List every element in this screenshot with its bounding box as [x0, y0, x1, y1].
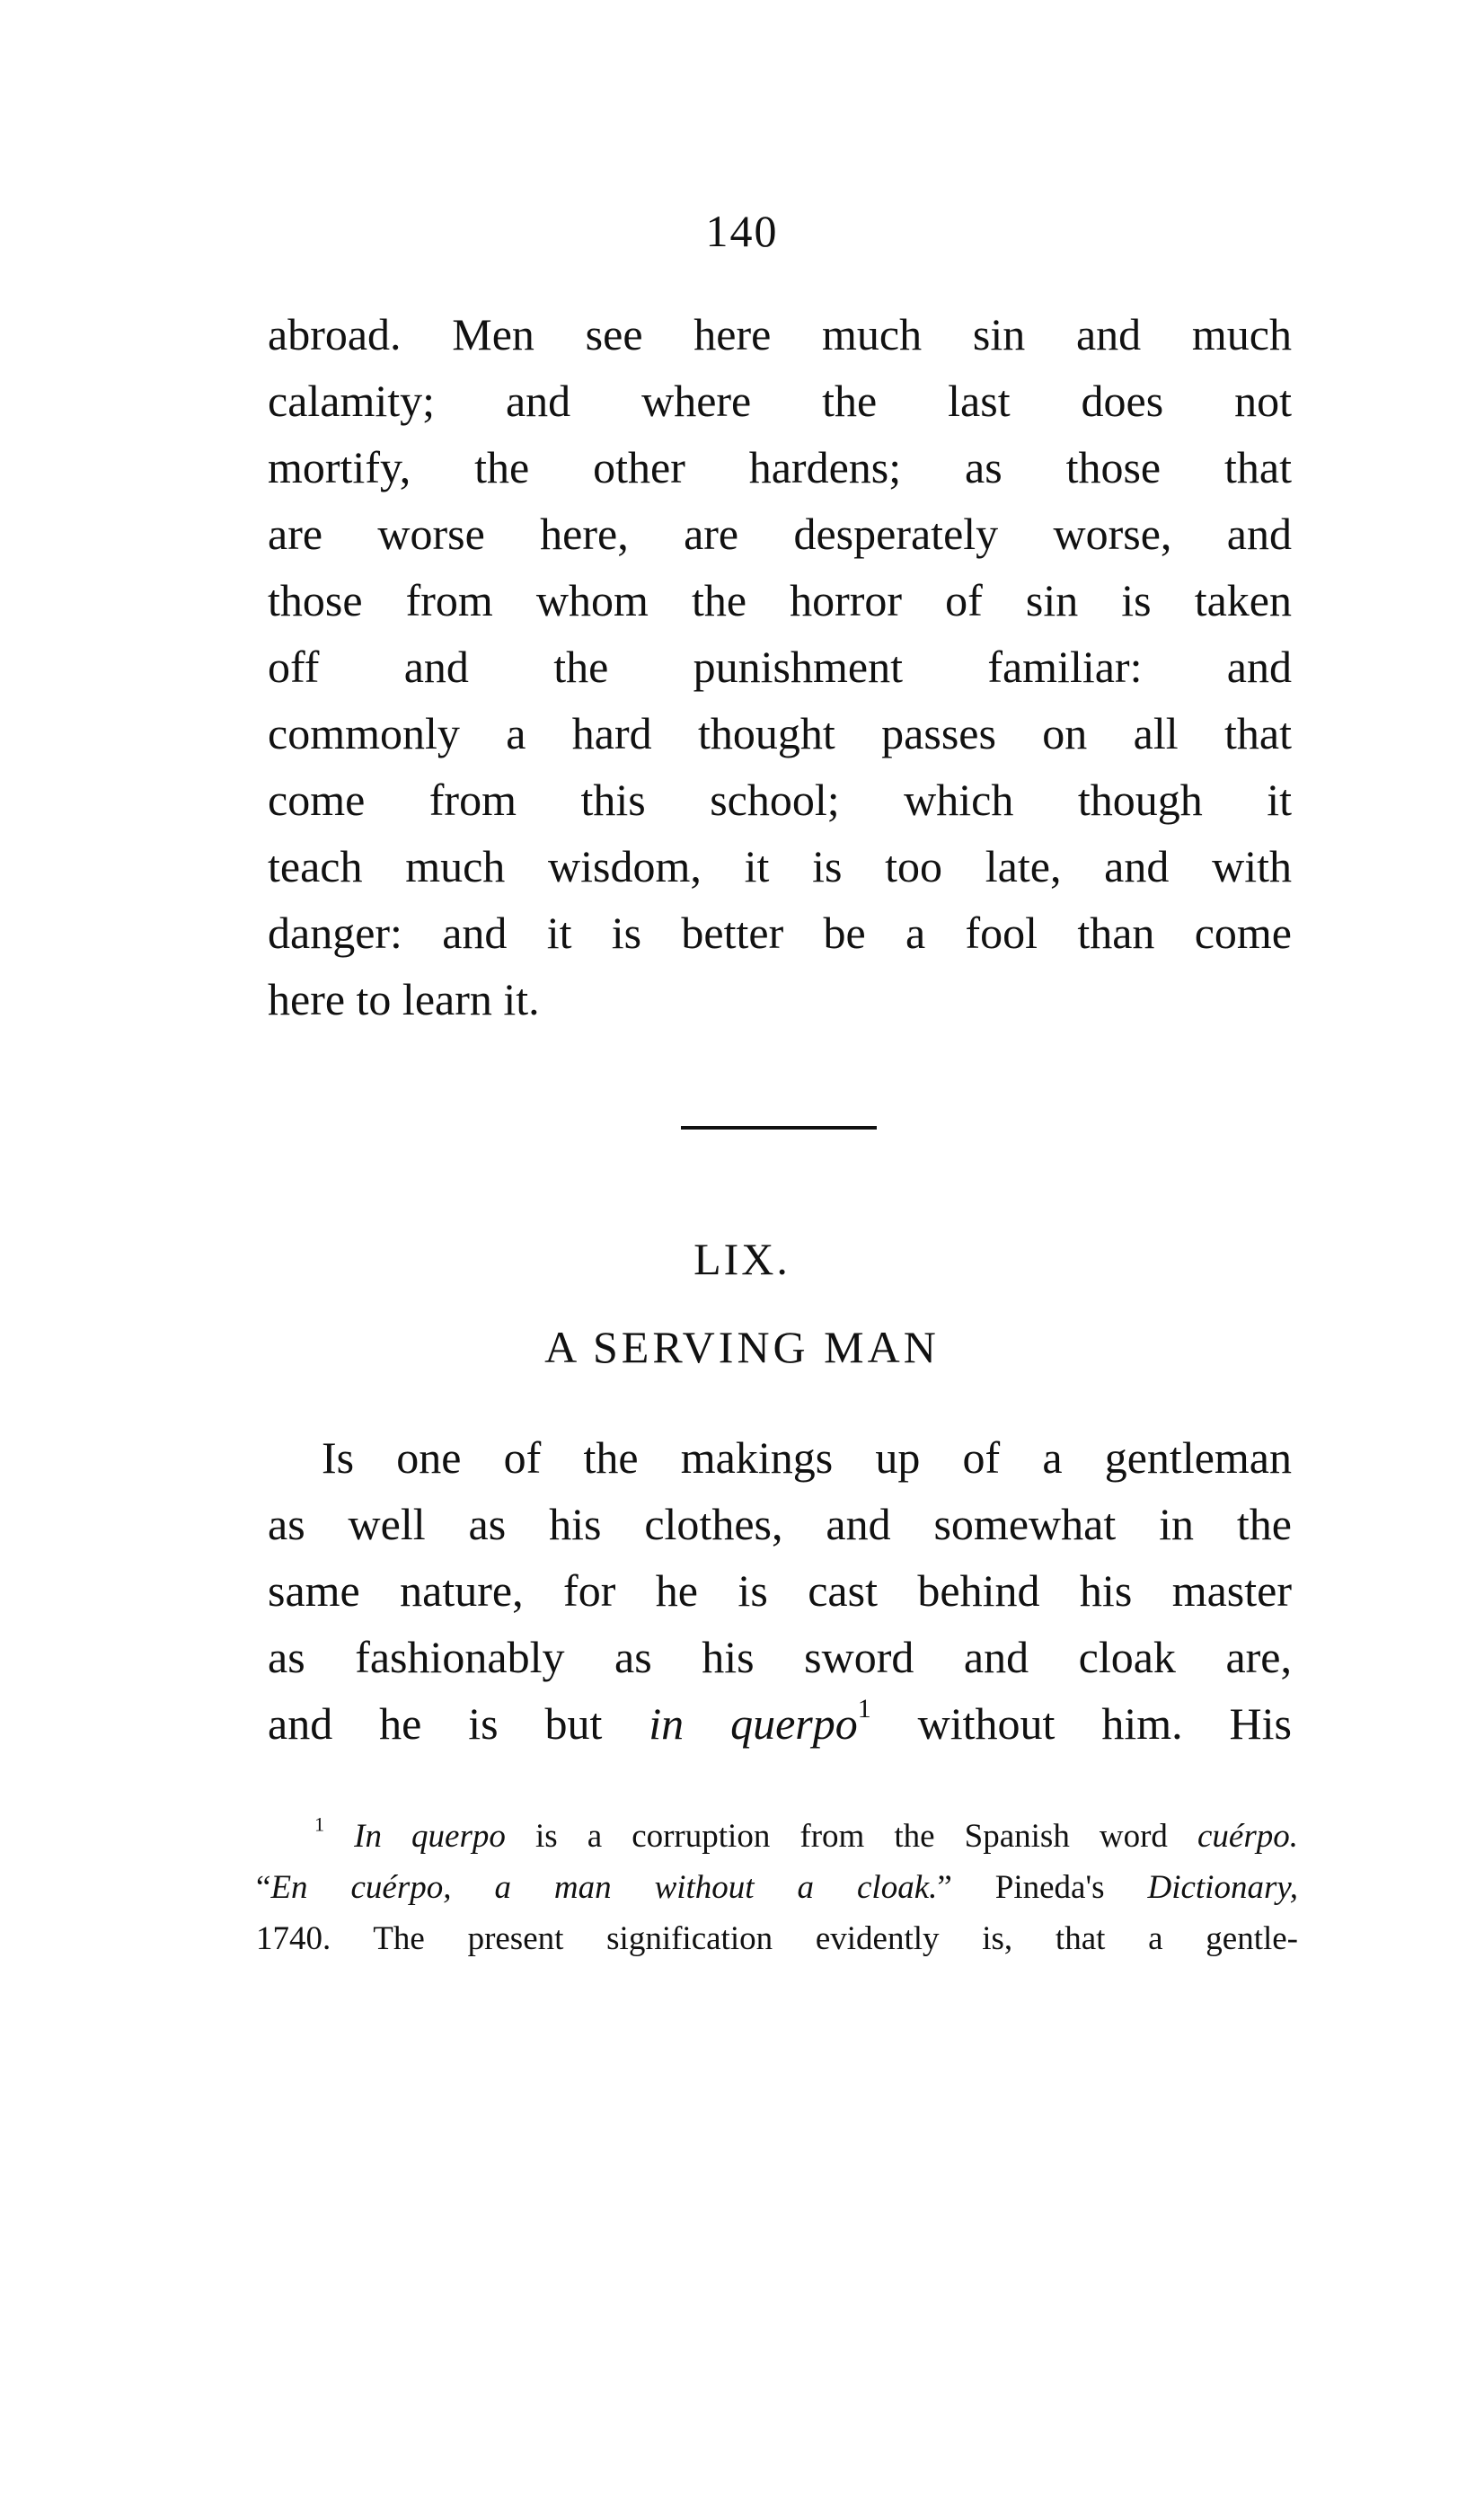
chapter-title: A SERVING MAN — [544, 1322, 940, 1372]
text-line: danger: and it is better be a fool than come — [268, 908, 1292, 958]
text-line: Is one of the makings up of a gentleman — [322, 1432, 1292, 1483]
section-divider — [681, 1126, 877, 1130]
chapter-paragraph — [268, 1424, 1292, 1757]
page-number: 140 — [705, 206, 779, 256]
text-line: are worse here, are desperately worse, and — [268, 509, 1292, 559]
text-line: those from whom the horror of sin is taken — [268, 575, 1292, 625]
text-segment: without him. His — [870, 1698, 1292, 1749]
italic-phrase: in querpo — [649, 1698, 858, 1749]
chapter-number: LIX. — [693, 1234, 791, 1284]
footnote-marker: 1 — [314, 1812, 325, 1836]
footnote — [256, 1811, 1298, 1964]
italic-phrase: cuérpo. — [1197, 1818, 1298, 1855]
text-line: mortify, the other hardens; as those that — [268, 442, 1292, 492]
text-line: off and the punishment familiar: and — [268, 642, 1292, 692]
text-line: here to learn it. — [268, 974, 540, 1024]
text-line: as fashionably as his sword and cloak are, — [268, 1632, 1292, 1682]
italic-phrase: Dictionary, — [1147, 1869, 1298, 1906]
italic-phrase: En cuérpo, a man without a cloak. — [270, 1869, 938, 1906]
text-segment: and he is but — [268, 1698, 649, 1749]
text-segment: is a corruption from the Spanish word — [505, 1818, 1197, 1855]
footnote-line — [256, 1811, 1298, 1862]
text-line: teach much wisdom, it is too late, and with — [268, 841, 1292, 891]
text-line: as well as his clothes, and somewhat in the — [268, 1499, 1292, 1549]
text-line: abroad. Men see here much sin and much — [268, 309, 1292, 359]
text-segment: “ — [256, 1869, 271, 1906]
text-line: come from this school; which though it — [268, 775, 1292, 825]
footnote-line — [256, 1862, 1298, 1913]
text-line — [268, 1690, 1292, 1757]
continued-paragraph — [268, 301, 1292, 1032]
footnote-line: 1740. The present signification evidently is, that a gentle- — [256, 1920, 1298, 1957]
text-line: calamity; and where the last does not — [268, 376, 1292, 426]
text-line: commonly a hard thought passes on all that — [268, 708, 1292, 758]
footnote-reference: 1 — [857, 1694, 871, 1724]
italic-phrase: In querpo — [354, 1818, 506, 1855]
text-line: same nature, for he is cast behind his master — [268, 1565, 1292, 1616]
text-segment: ” Pineda's — [937, 1869, 1148, 1906]
